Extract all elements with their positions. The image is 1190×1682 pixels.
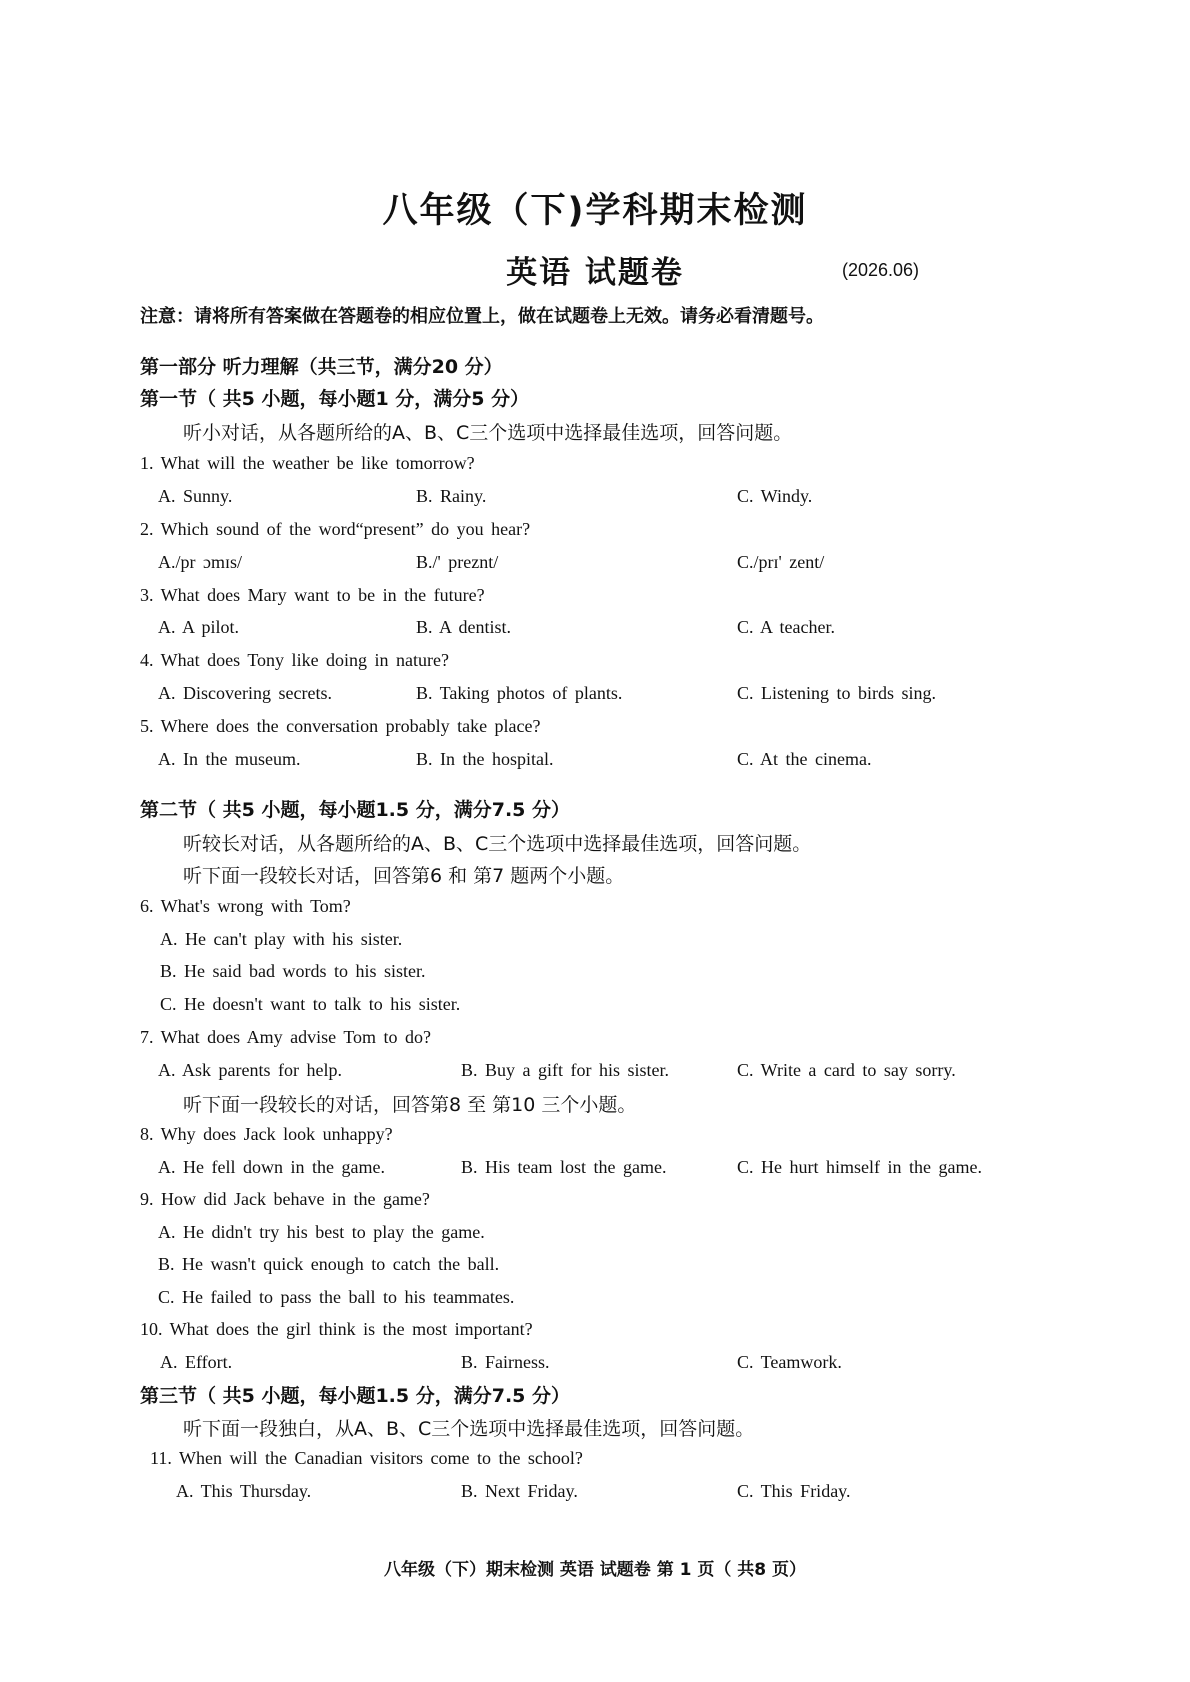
page-title: 八年级（下)学科期末检测 <box>382 191 808 231</box>
page-subtitle: 英语 试题卷 <box>506 255 684 291</box>
question-3-option-c: C. A teacher. <box>737 617 835 637</box>
question-1-option-b: B. Rainy. <box>416 486 487 506</box>
question-4-option-a: A. Discovering secrets. <box>158 683 332 703</box>
question-11-option-a: A. This Thursday. <box>176 1481 312 1501</box>
section2-heading: 第二节（ 共5 小题，每小题1.5 分，满分7.5 分） <box>140 799 570 821</box>
question-3-option-a: A. A pilot. <box>158 617 240 637</box>
page-footer: 八年级（下）期末检测 英语 试题卷 第 1 页（ 共8 页） <box>383 1560 807 1580</box>
question-6-option-c: C. He doesn't want to talk to his sister. <box>160 994 461 1014</box>
question-11-option-c: C. This Friday. <box>737 1481 851 1501</box>
question-5-option-c: C. At the cinema. <box>737 749 872 769</box>
question-9-option-c: C. He failed to pass the ball to his teammates. <box>158 1287 515 1307</box>
section2-sub-instruction-1: 听下面一段较长对话，回答第6 和 第7 题两个小题。 <box>183 865 625 887</box>
question-7: 7. What does Amy advise Tom to do? <box>140 1027 432 1047</box>
question-1-option-c: C. Windy. <box>737 486 813 506</box>
question-4: 4. What does Tony like doing in nature? <box>140 650 450 670</box>
question-5-option-b: B. In the hospital. <box>416 749 554 769</box>
exam-date: (2026.06) <box>842 260 920 280</box>
section1-heading: 第一节（ 共5 小题，每小题1 分，满分5 分） <box>140 388 530 410</box>
question-8-option-c: C. He hurt himself in the game. <box>737 1157 982 1177</box>
question-2-option-b: B./' preznt/ <box>416 552 499 572</box>
question-2-option-a: A./pr ɔmɪs/ <box>158 552 242 572</box>
section2-sub-instruction-2: 听下面一段较长的对话，回答第8 至 第10 三个小题。 <box>183 1094 637 1116</box>
question-2: 2. Which sound of the word“present” do you hear? <box>140 519 531 539</box>
question-10-option-a: A. Effort. <box>160 1352 233 1372</box>
question-5: 5. Where does the conversation probably take place? <box>140 716 541 736</box>
question-10-option-b: B. Fairness. <box>461 1352 550 1372</box>
question-9-option-b: B. He wasn't quick enough to catch the ball. <box>158 1254 500 1274</box>
question-9: 9. How did Jack behave in the game? <box>140 1189 430 1209</box>
question-8-option-b: B. His team lost the game. <box>461 1157 667 1177</box>
question-7-option-b: B. Buy a gift for his sister. <box>461 1060 669 1080</box>
part1-heading: 第一部分 听力理解（共三节，满分20 分） <box>140 356 503 378</box>
question-11-option-b: B. Next Friday. <box>461 1481 578 1501</box>
question-8-option-a: A. He fell down in the game. <box>158 1157 385 1177</box>
question-4-option-c: C. Listening to birds sing. <box>737 683 937 703</box>
question-3-option-b: B. A dentist. <box>416 617 512 637</box>
question-10: 10. What does the girl think is the most important? <box>140 1319 533 1339</box>
question-10-option-c: C. Teamwork. <box>737 1352 842 1372</box>
question-2-option-c: C./prɪ' zent/ <box>737 552 825 572</box>
question-6-option-a: A. He can't play with his sister. <box>160 929 403 949</box>
section2-instruction: 听较长对话，从各题所给的A、B、C三个选项中选择最佳选项，回答问题。 <box>183 833 812 855</box>
question-5-option-a: A. In the museum. <box>158 749 301 769</box>
question-6: 6. What's wrong with Tom? <box>140 896 351 916</box>
section3-instruction: 听下面一段独白，从A、B、C三个选项中选择最佳选项，回答问题。 <box>183 1418 755 1440</box>
question-1: 1. What will the weather be like tomorrow? <box>140 453 475 473</box>
question-3: 3. What does Mary want to be in the future? <box>140 585 485 605</box>
question-6-option-b: B. He said bad words to his sister. <box>160 961 426 981</box>
question-9-option-a: A. He didn't try his best to play the game. <box>158 1222 485 1242</box>
question-7-option-a: A. Ask parents for help. <box>158 1060 342 1080</box>
question-11: 11. When will the Canadian visitors come to the school? <box>150 1448 583 1468</box>
exam-notice: 注意：请将所有答案做在答题卷的相应位置上，做在试题卷上无效。请务必看清题号。 <box>140 306 824 327</box>
question-4-option-b: B. Taking photos of plants. <box>416 683 623 703</box>
section1-instruction: 听小对话，从各题所给的A、B、C三个选项中选择最佳选项，回答问题。 <box>183 422 793 444</box>
question-7-option-c: C. Write a card to say sorry. <box>737 1060 956 1080</box>
section3-heading: 第三节（ 共5 小题，每小题1.5 分，满分7.5 分） <box>140 1385 570 1407</box>
question-8: 8. Why does Jack look unhappy? <box>140 1124 393 1144</box>
question-1-option-a: A. Sunny. <box>158 486 233 506</box>
